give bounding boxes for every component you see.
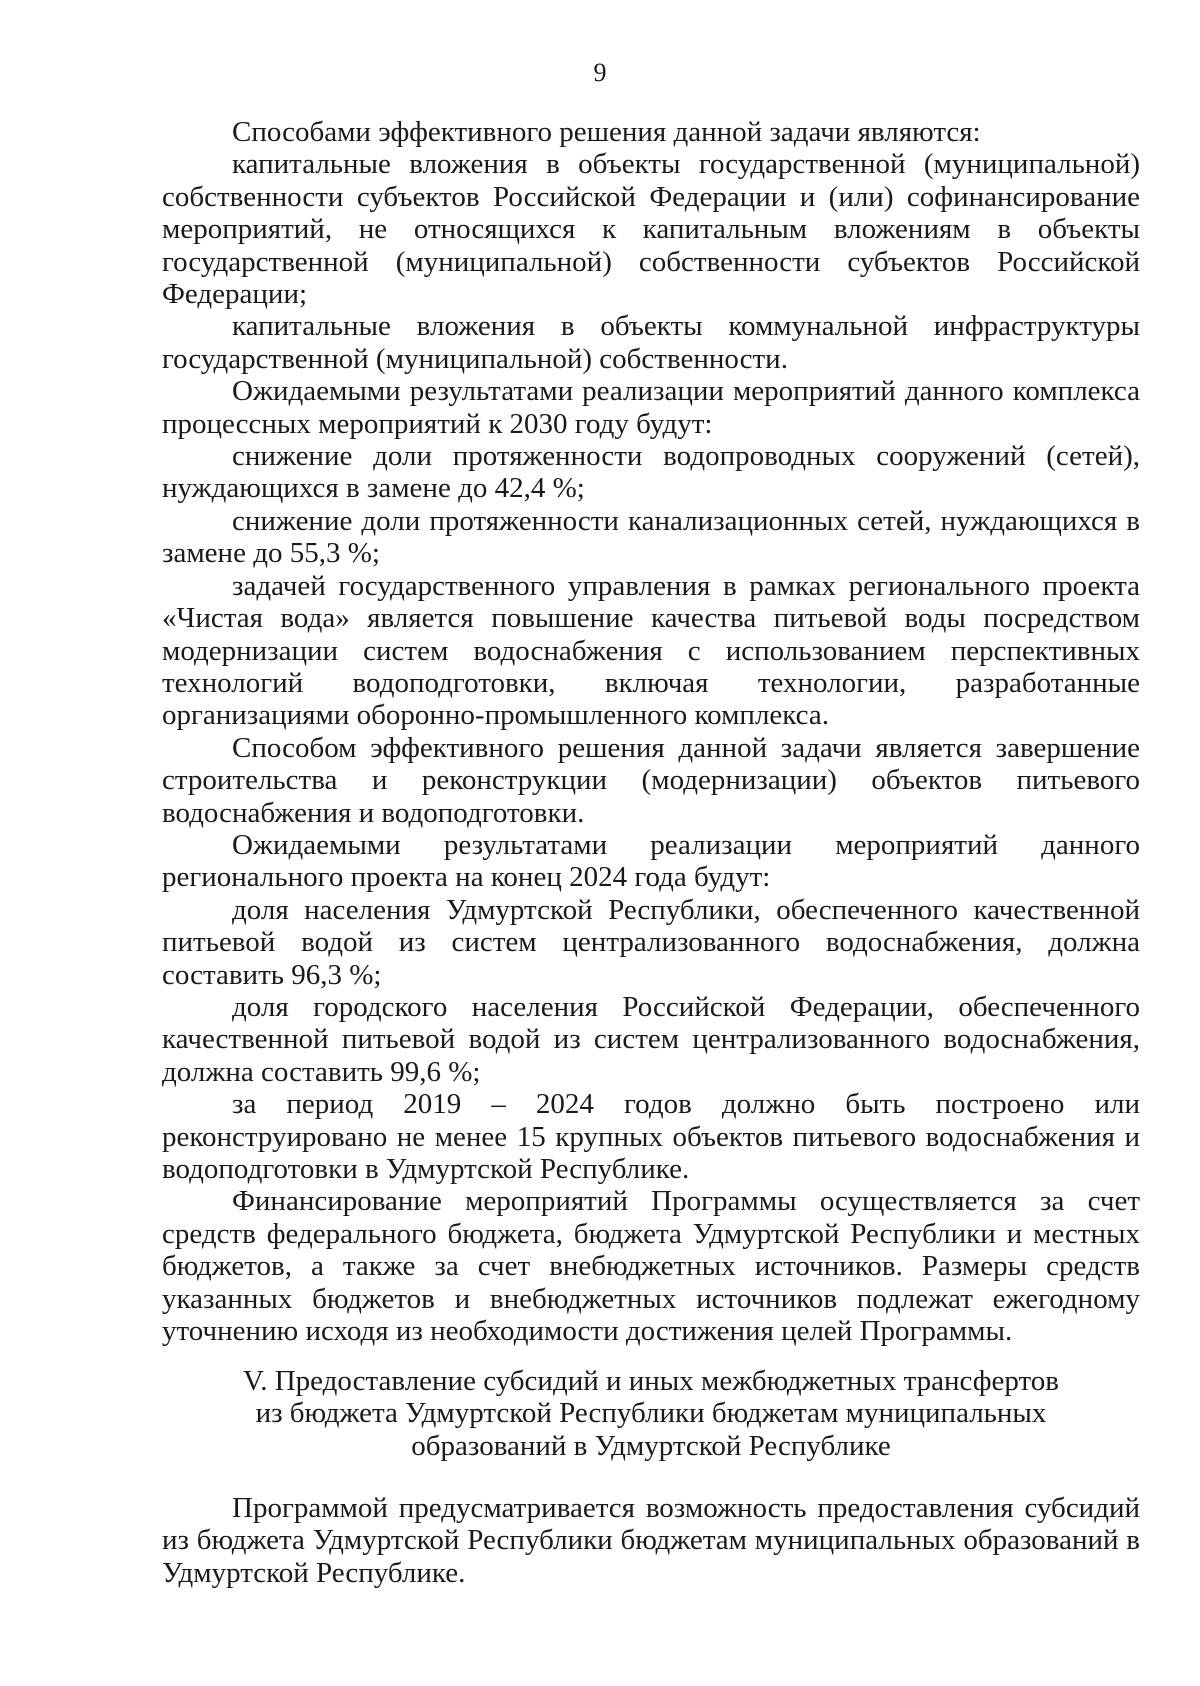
- paragraph-methods-intro: Способами эффективного решения данной задачи являются:: [232, 116, 981, 148]
- paragraph-subsidies: Программой предусматривается возможность предоставления субсидий из бюджета Удмуртской Республики бюджетам муниципальных образований в Удмуртской Республике.: [162, 1492, 1140, 1589]
- paragraph-capital-investments-federal: капитальные вложения в объекты государственной (муниципальной) собственности субъектов Российской Федерации и (или) софинансирование мероприятий, не относящихся к капитальным вложениям в объекты государственной (муниципальной) собственности субъектов Российской Федерации;: [162, 148, 1140, 311]
- section-heading-line-3: образований в Удмуртской Республике: [411, 1429, 891, 1462]
- paragraph-task-method: Способом эффективного решения данной задачи является завершение строительства и реконструкции (модернизации) объектов питьевого водоснабжения и водоподготовки.: [162, 731, 1140, 829]
- paragraph-construction-objects: за период 2019 – 2024 годов должно быть построено или реконструировано не менее 15 крупных объектов питьевого водоснабжения и водоподготовки в Удмуртской Республике.: [162, 1088, 1140, 1185]
- section-heading-line-2: из бюджета Удмуртской Республики бюджетам муниципальных: [255, 1397, 1047, 1430]
- paragraph-sewer-network-reduction: снижение доли протяженности канализационных сетей, нуждающихся в замене до 55,3 %;: [162, 504, 1140, 570]
- body-text: [162, 116, 1140, 1347]
- paragraph-financing: Финансирование мероприятий Программы осуществляется за счет средств федерального бюджета, бюджета Удмуртской Республики и местных бюджетов, а также за счет внебюджетных источников. Размеры средств указанных бюджетов и внебюджетных источников подлежат ежегодному уточнению исходя из необходимости достижения целей Программы.: [162, 1185, 1140, 1348]
- section-heading-line-1: V. Предоставление субсидий и иных межбюджетных трансфертов: [243, 1365, 1059, 1397]
- paragraph-expected-results-2024: Ожидаемыми результатами реализации мероприятий данного регионального проекта на конец 2024 года будут:: [162, 828, 1140, 894]
- paragraph-urban-population-share: доля городского населения Российской Федерации, обеспеченного качественной питьевой водой из систем централизованного водоснабжения, должна составить 99,6 %;: [162, 990, 1140, 1088]
- paragraph-expected-results-2030: Ожидаемыми результатами реализации мероприятий данного комплекса процессных мероприятий к 2030 году будут:: [162, 375, 1140, 440]
- paragraph-clean-water-task: задачей государственного управления в рамках регионального проекта «Чистая вода» является повышение качества питьевой воды посредством модернизации систем водоснабжения с использованием перспективных технологий водоподготовки, включая технологии, разработанные организациями оборонно-промышленного комплекса.: [162, 569, 1140, 732]
- page-number: 9: [593, 58, 607, 87]
- closing-text: [162, 1492, 1140, 1589]
- paragraph-capital-investments-communal: капитальные вложения в объекты коммунальной инфраструктуры государственной (муниципальной) собственности.: [162, 310, 1140, 375]
- section-heading: [162, 1365, 1140, 1462]
- paragraph-water-network-reduction: снижение доли протяженности водопроводных сооружений (сетей), нуждающихся в замене до 42,4 %;: [162, 440, 1140, 505]
- paragraph-udmurt-population-share: доля населения Удмуртской Республики, обеспеченного качественной питьевой водой из систем централизованного водоснабжения, должна составить 96,3 %;: [162, 893, 1140, 991]
